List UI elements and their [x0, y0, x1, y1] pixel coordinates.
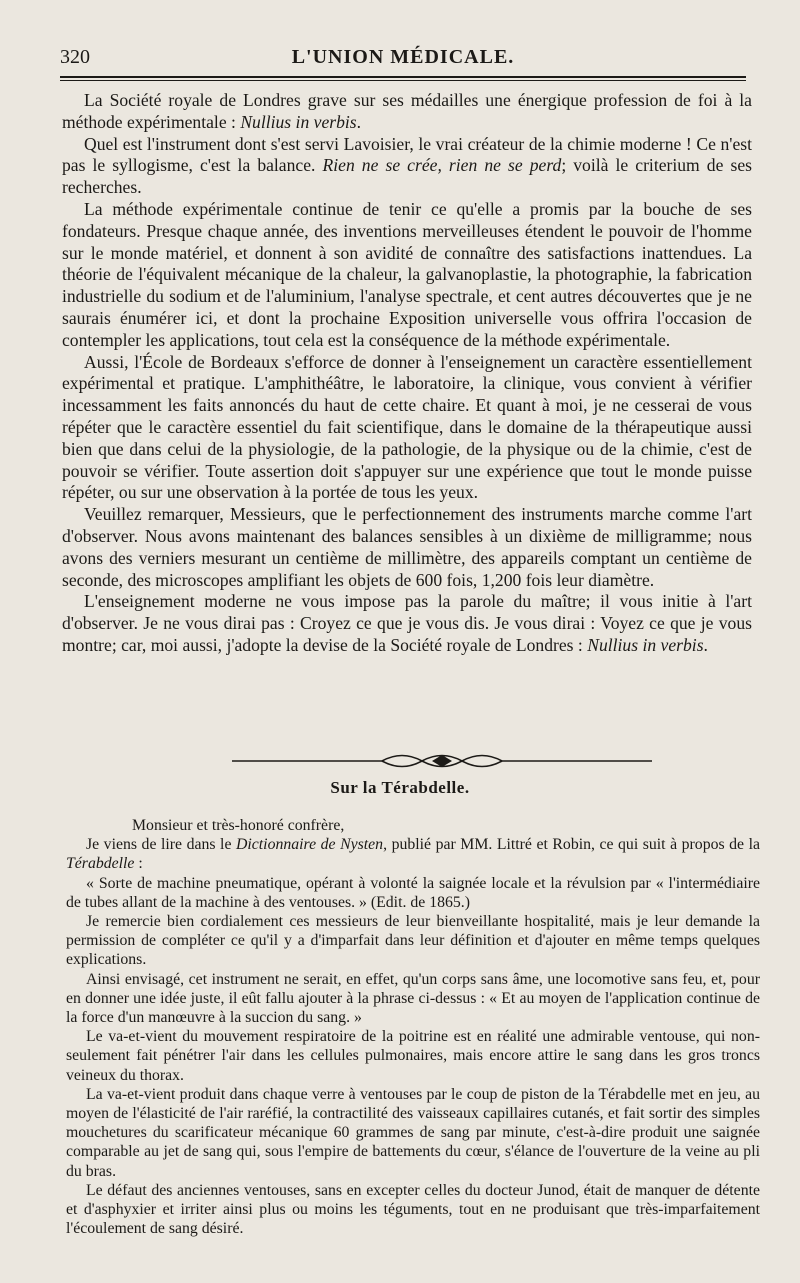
latin-motto: Nullius in verbis — [587, 634, 704, 655]
latin-motto: Nullius in verbis — [240, 111, 357, 132]
paragraph: Je viens de lire dans le Dictionnaire de Nysten, publié par MM. Littré et Robin, ce qui suit à propos de la Térabdelle : — [66, 836, 760, 873]
running-title: L'UNION MÉDICALE. — [291, 46, 515, 68]
paragraph: Aussi, l'École de Bordeaux s'efforce de donner à l'enseignement un caractère essentiellement expérimental et pratique. L'amphithéâtre, le laboratoire, la clinique, vous convient à vérifier incessamment les faits annoncés du haut de cette chaire. Et quant à moi, je ne cesserai de vous répéter que le caractère essentiel du fait scientifique, dans le domaine de la thérapeutique aussi bien que dans celui de la physiologie, de la pathologie, de la physique ou de la chimie, c'est de pouvoir se vérifier. Toute assertion doit s'appuyer sur une expérience que tout le monde puisse répéter, ou sur une observation à la portée de tous les yeux. — [62, 351, 752, 503]
ornamental-divider — [232, 748, 652, 774]
salutation: Monsieur et très-honoré confrère, — [132, 817, 345, 834]
header-rule-thin — [60, 80, 746, 81]
paragraph: Veuillez remarquer, Messieurs, que le perfectionnement des instruments marche comme l'art d'observer. Nous avons maintenant des balances sensibles à un dixième de milligramme; nous avons des verniers mesurant un centième de millimètre, des appareils comptant un centième de seconde, des microscopes amplifiant les objets de 600 fois, 1,200 fois leur diamètre. — [62, 504, 752, 590]
page-number: 320 — [60, 46, 90, 68]
paragraph: Le va-et-vient du mouvement respiratoire de la poitrine est en réalité une admirable ventouse, qui non-seulement fait pénétrer l'air dans les cellules pulmonaires, mais encore attire le sang dans les gros troncs veineux du thorax. — [66, 1028, 760, 1084]
paragraph: Je remercie bien cordialement ces messieurs de leur bienveillante hospitalité, mais je leur demande la permission de compléter ce qu'il y a d'imparfait dans leur définition et d'ajouter en même temps quelques explications. — [66, 913, 760, 969]
paragraph: Quel est l'instrument dont s'est servi Lavoisier, le vrai créateur de la chimie moderne ! Ce n'est pas le syllogisme, c'est la balance. Rien ne se crée, rien ne se perd; voilà le criterium de ses recherches. — [62, 133, 752, 198]
header-rule — [60, 76, 746, 78]
page-header — [60, 42, 746, 74]
term: Térabdelle — [66, 855, 135, 873]
paragraph: La Société royale de Londres grave sur ses médailles une énergique profession de foi à la méthode expérimentale : Nullius in verbis. — [62, 90, 752, 132]
paragraph: Le défaut des anciennes ventouses, sans en excepter celles du docteur Junod, était de manquer de détente et d'asphyxier et irriter ainsi plus ou moins les téguments, tout en ne produisant que très-imparfaitement l'écoulement de sang désiré. — [66, 1181, 760, 1238]
dictionary-title: Dictionnaire de Nysten — [235, 836, 384, 854]
paragraph: Ainsi envisagé, cet instrument ne serait, en effet, qu'un corps sans âme, une locomotive sans feu, et, pour en donner une idée juste, il eût fallu ajouter à la phrase ci-dessus : « Et au moyen de l'application continue de la force d'un manœuvre à la succion du sang. » — [66, 970, 760, 1027]
quotation: « Sorte de machine pneumatique, opérant à volonté la saignée locale et la révulsion par « l'intermédiaire de tubes allant de la machine à des ventouses. » (Edit. de 1865.) — [66, 874, 760, 911]
paragraph: La va-et-vient produit dans chaque verre à ventouses par le coup de piston de la Térabdelle met en jeu, au moyen de l'élasticité de l'air raréfié, la contractilité des vaisseaux capillaires cutanés, et fait sortir des simples mouchetures du scarificateur mécanique 60 grammes de sang par minute, c'est-à-dire produit une saignée comparable au jet de sang qui, sous l'empire de battements du cœur, s'élance de l'ouverture de la veine au pli du bras. — [66, 1085, 760, 1180]
section-title: Sur la Térabdelle. — [330, 778, 470, 797]
article-body-continued — [62, 90, 752, 657]
lavoisier-maxim: Rien ne se crée, rien ne se perd — [322, 155, 562, 176]
paragraph: L'enseignement moderne ne vous impose pas la parole du maître; il vous initie à l'art d'observer. Je ne vous dirai pas : Croyez ce que je vous dis. Je vous dirai : Voyez ce que je vous montre; car, moi aussi, j'adopte la devise de la Société royale de Londres : Nullius in verbis. — [62, 591, 752, 655]
letter-body — [66, 816, 760, 1238]
paragraph: La méthode expérimentale continue de tenir ce qu'elle a promis par la bouche de ses fondateurs. Presque chaque année, des inventions merveilleuses étendent le pouvoir de l'homme sur le monde matériel, et donnent à son avidité de connaître des satisfactions inattendues. La théorie de l'équivalent mécanique de la chaleur, la galvanoplastie, la photographie, la fabrication industrielle du sodium et de l'aluminium, l'analyse spectrale, et cent autres découvertes que je ne saurais énumérer ici, et dont la prochaine Exposition universelle vous offrira l'occasion de contempler les applications, tout cela est la conséquence de la méthode expérimentale. — [62, 198, 752, 350]
